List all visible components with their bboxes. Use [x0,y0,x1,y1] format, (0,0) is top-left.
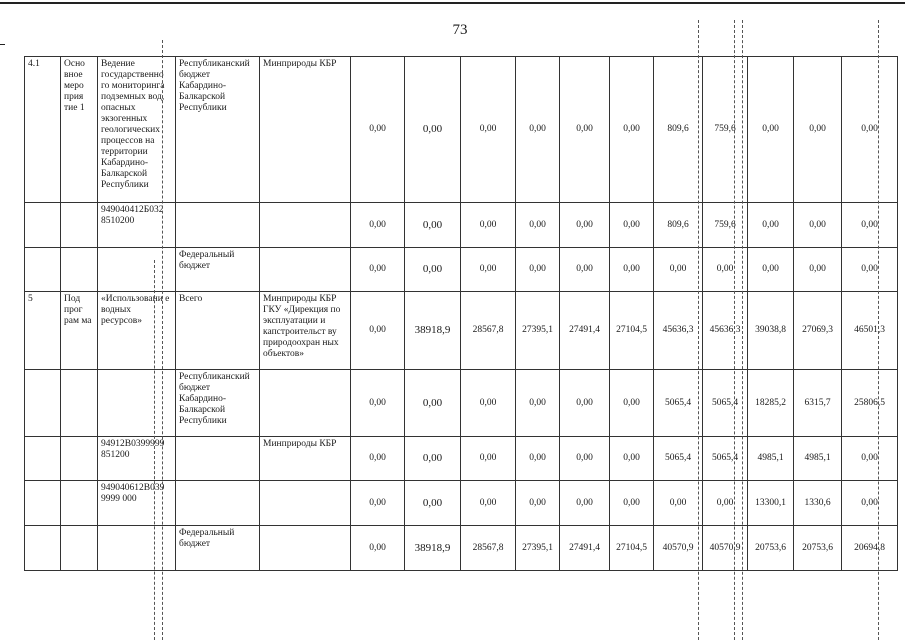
row-name-cell: Ведение государственно го мониторинга подземных вод, опасных экзогенных геологических процессов на территории Кабардино-Балкарской Республики [98,57,176,203]
value-cell: 0,00 [794,248,842,292]
table-body [25,57,898,571]
value-cell: 809,6 [654,203,703,248]
value-cell: 0,00 [560,248,610,292]
value-cell: 0,00 [351,248,405,292]
row-number-cell [25,203,61,248]
value-cell: 38918,9 [405,526,461,571]
executor-cell [260,248,351,292]
value-cell: 0,00 [516,370,560,437]
value-cell: 0,00 [654,248,703,292]
value-cell: 46501,3 [842,292,898,370]
row-number-cell: 5 [25,292,61,370]
value-cell: 27491,4 [560,292,610,370]
row-number-cell [25,248,61,292]
row-name-cell [98,526,176,571]
value-cell: 0,00 [516,203,560,248]
value-cell: 0,00 [461,248,516,292]
value-cell: 0,00 [610,370,654,437]
value-cell: 0,00 [610,437,654,481]
table-row [25,526,898,571]
row-number-cell: 4.1 [25,57,61,203]
value-cell: 13300,1 [748,481,794,526]
value-cell: 0,00 [610,248,654,292]
table-row [25,57,898,203]
scan-line [698,20,699,640]
value-cell: 0,00 [461,370,516,437]
funding-source-cell [176,481,260,526]
value-cell: 20753,6 [748,526,794,571]
value-cell: 28567,8 [461,292,516,370]
scan-line [734,20,735,640]
funding-source-cell: Республиканский бюджет Кабардино-Балкарской Республики [176,57,260,203]
value-cell: 0,00 [516,248,560,292]
value-cell: 0,00 [405,57,461,203]
value-cell: 0,00 [405,248,461,292]
value-cell: 0,00 [405,370,461,437]
value-cell: 4985,1 [794,437,842,481]
row-number-cell [25,526,61,571]
executor-cell [260,203,351,248]
executor-cell: Минприроды КБР [260,57,351,203]
value-cell: 0,00 [351,203,405,248]
value-cell: 0,00 [842,203,898,248]
table-row [25,203,898,248]
funding-source-cell [176,203,260,248]
table-row [25,292,898,370]
scan-line [154,260,155,640]
value-cell: 5065,4 [703,437,748,481]
value-cell: 0,00 [405,437,461,481]
value-cell: 0,00 [794,203,842,248]
row-type-cell: Под прог рам ма [61,292,98,370]
value-cell: 1330,6 [794,481,842,526]
value-cell: 0,00 [405,481,461,526]
budget-table [24,56,898,571]
scan-line [878,20,879,640]
value-cell: 0,00 [560,57,610,203]
value-cell: 759,6 [703,203,748,248]
scan-line [742,20,743,640]
value-cell: 27104,5 [610,526,654,571]
value-cell: 0,00 [351,481,405,526]
scan-line [162,40,163,640]
value-cell: 40570,9 [654,526,703,571]
value-cell: 759,6 [703,57,748,203]
value-cell: 0,00 [842,57,898,203]
value-cell: 0,00 [351,370,405,437]
row-name-cell: 949040612В039 9999 000 [98,481,176,526]
value-cell: 0,00 [703,248,748,292]
value-cell: 0,00 [351,292,405,370]
row-name-cell: «Использовани е водных ресурсов» [98,292,176,370]
value-cell: 0,00 [748,203,794,248]
value-cell: 27491,4 [560,526,610,571]
funding-source-cell [176,437,260,481]
row-name-cell [98,370,176,437]
row-number-cell [25,481,61,526]
row-name-cell: 949040412Б032 8510200 [98,203,176,248]
value-cell: 38918,9 [405,292,461,370]
value-cell: 27069,3 [794,292,842,370]
value-cell: 0,00 [842,248,898,292]
row-type-cell [61,437,98,481]
value-cell: 0,00 [842,437,898,481]
value-cell: 5065,4 [703,370,748,437]
funding-source-cell: Федеральный бюджет [176,248,260,292]
value-cell: 0,00 [654,481,703,526]
value-cell: 0,00 [560,437,610,481]
top-rule [0,2,905,4]
value-cell: 0,00 [351,437,405,481]
value-cell: 0,00 [516,57,560,203]
value-cell: 809,6 [654,57,703,203]
row-type-cell [61,203,98,248]
page-number: 73 [452,22,468,38]
executor-cell: Минприроды КБР ГКУ «Дирекция по эксплуатации и капстроительст ву природоохран ных объектов» [260,292,351,370]
value-cell: 0,00 [461,481,516,526]
value-cell: 0,00 [610,481,654,526]
value-cell: 25806,5 [842,370,898,437]
row-type-cell [61,370,98,437]
value-cell: 39038,8 [748,292,794,370]
value-cell: 4985,1 [748,437,794,481]
value-cell: 6315,7 [794,370,842,437]
value-cell: 0,00 [351,526,405,571]
scan-mark [0,44,5,45]
value-cell: 0,00 [461,57,516,203]
value-cell: 0,00 [748,57,794,203]
value-cell: 0,00 [405,203,461,248]
row-number-cell [25,370,61,437]
value-cell: 5065,4 [654,370,703,437]
row-name-cell [98,248,176,292]
value-cell: 0,00 [516,437,560,481]
row-type-cell [61,481,98,526]
row-type-cell [61,248,98,292]
value-cell: 27104,5 [610,292,654,370]
value-cell: 0,00 [351,57,405,203]
value-cell: 0,00 [516,481,560,526]
funding-source-cell: Федеральный бюджет [176,526,260,571]
funding-source-cell: Всего [176,292,260,370]
funding-source-cell: Республиканский бюджет Кабардино-Балкарской Республики [176,370,260,437]
value-cell: 0,00 [794,57,842,203]
value-cell: 18285,2 [748,370,794,437]
executor-cell: Минприроды КБР [260,437,351,481]
value-cell: 0,00 [748,248,794,292]
value-cell: 0,00 [610,57,654,203]
value-cell: 0,00 [461,203,516,248]
value-cell: 27395,1 [516,526,560,571]
value-cell: 40570,9 [703,526,748,571]
row-type-cell: Осно вное меро прия тие 1 [61,57,98,203]
row-type-cell [61,526,98,571]
value-cell: 0,00 [461,437,516,481]
value-cell: 0,00 [560,203,610,248]
value-cell: 0,00 [560,481,610,526]
row-name-cell: 94912В0399999 851200 [98,437,176,481]
table-row [25,481,898,526]
value-cell: 0,00 [560,370,610,437]
executor-cell [260,481,351,526]
executor-cell [260,370,351,437]
row-number-cell [25,437,61,481]
table-row [25,437,898,481]
value-cell: 5065,4 [654,437,703,481]
value-cell: 28567,8 [461,526,516,571]
table-row [25,370,898,437]
table-row [25,248,898,292]
value-cell: 0,00 [610,203,654,248]
executor-cell [260,526,351,571]
value-cell: 27395,1 [516,292,560,370]
value-cell: 20753,6 [794,526,842,571]
value-cell: 45636,3 [703,292,748,370]
value-cell: 0,00 [842,481,898,526]
value-cell: 45636,3 [654,292,703,370]
value-cell: 0,00 [703,481,748,526]
value-cell: 20694,8 [842,526,898,571]
